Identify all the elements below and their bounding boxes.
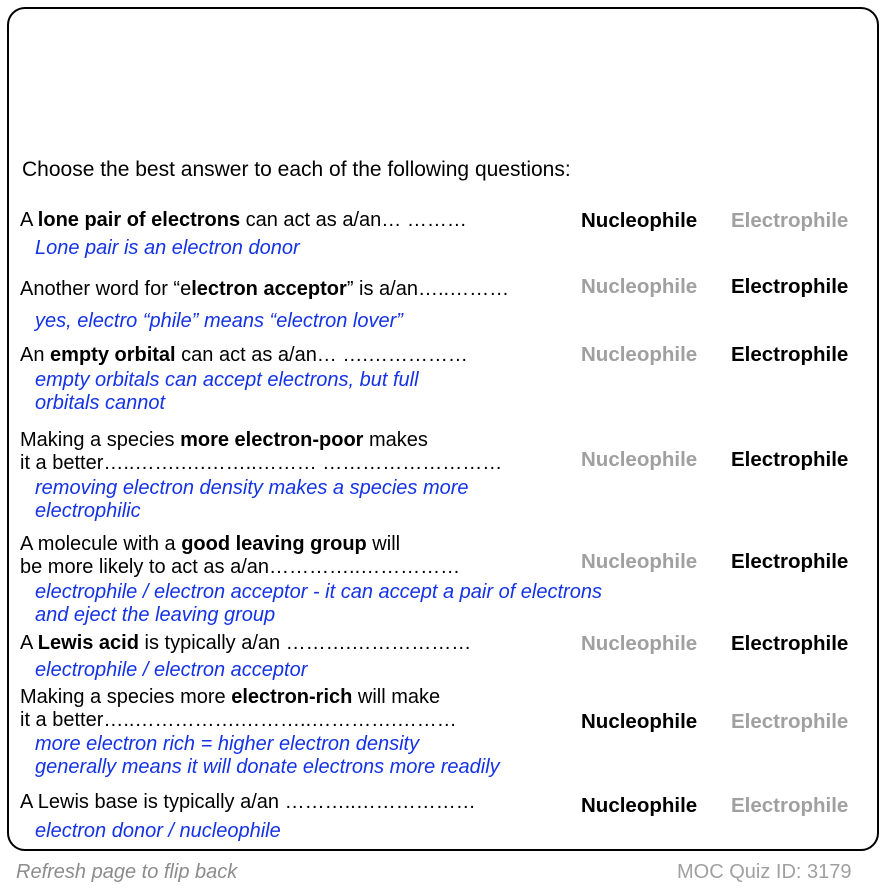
explanation-2: yes, electro “phile” means “electron lover” [35,310,403,332]
q4-electrophile-option[interactable]: Electrophile [731,448,849,471]
explanation-3: empty orbitals can accept electrons, but full orbitals cannot [35,369,419,414]
q3-nucleophile-option[interactable]: Nucleophile [581,343,698,366]
question-7: Making a species more electron-rich will make it a better…..…………….………..………….……… [20,686,457,731]
question-1: A lone pair of electrons can act as a/an… ……… [20,209,467,231]
question-8: A Lewis base is typically a/an ………..……………… [20,791,476,813]
instructions: Choose the best answer to each of the following questions: [22,158,571,181]
explanation-1: Lone pair is an electron donor [35,237,300,259]
explanation-6: electrophile / electron acceptor [35,659,308,681]
q6-electrophile-option[interactable]: Electrophile [731,632,849,655]
q7-electrophile-option[interactable]: Electrophile [731,710,849,733]
question-5: A molecule with a good leaving group will be more likely to act as a/an…………..…………… [20,533,461,578]
explanation-8: electron donor / nucleophile [35,820,281,842]
q6-nucleophile-option[interactable]: Nucleophile [581,632,698,655]
q2-nucleophile-option[interactable]: Nucleophile [581,275,698,298]
explanation-5: electrophile / electron acceptor - it can accept a pair of electrons and eject the leaving group [35,581,602,626]
question-3: An empty orbital can act as a/an… ….…………… [20,344,468,366]
explanation-4: removing electron density makes a species more electrophilic [35,477,469,522]
explanation-7: more electron rich = higher electron density generally means it will donate electrons more readily [35,733,500,778]
q3-electrophile-option[interactable]: Electrophile [731,343,849,366]
q1-nucleophile-option[interactable]: Nucleophile [581,209,698,232]
q5-nucleophile-option[interactable]: Nucleophile [581,550,698,573]
q8-nucleophile-option[interactable]: Nucleophile [581,794,698,817]
q4-nucleophile-option[interactable]: Nucleophile [581,448,698,471]
q8-electrophile-option[interactable]: Electrophile [731,794,849,817]
question-4: Making a species more electron-poor makes it a better…..…….….……..……… ……………………… [20,429,503,474]
q1-electrophile-option[interactable]: Electrophile [731,209,849,232]
q7-nucleophile-option[interactable]: Nucleophile [581,710,698,733]
refresh-hint: Refresh page to flip back [16,861,238,883]
question-2: Another word for “electron acceptor” is a/an…..……… [20,278,510,300]
quiz-id: MOC Quiz ID: 3179 [677,861,852,883]
question-6: A Lewis acid is typically a/an ……….……………… [20,632,472,654]
q2-electrophile-option[interactable]: Electrophile [731,275,849,298]
q5-electrophile-option[interactable]: Electrophile [731,550,849,573]
